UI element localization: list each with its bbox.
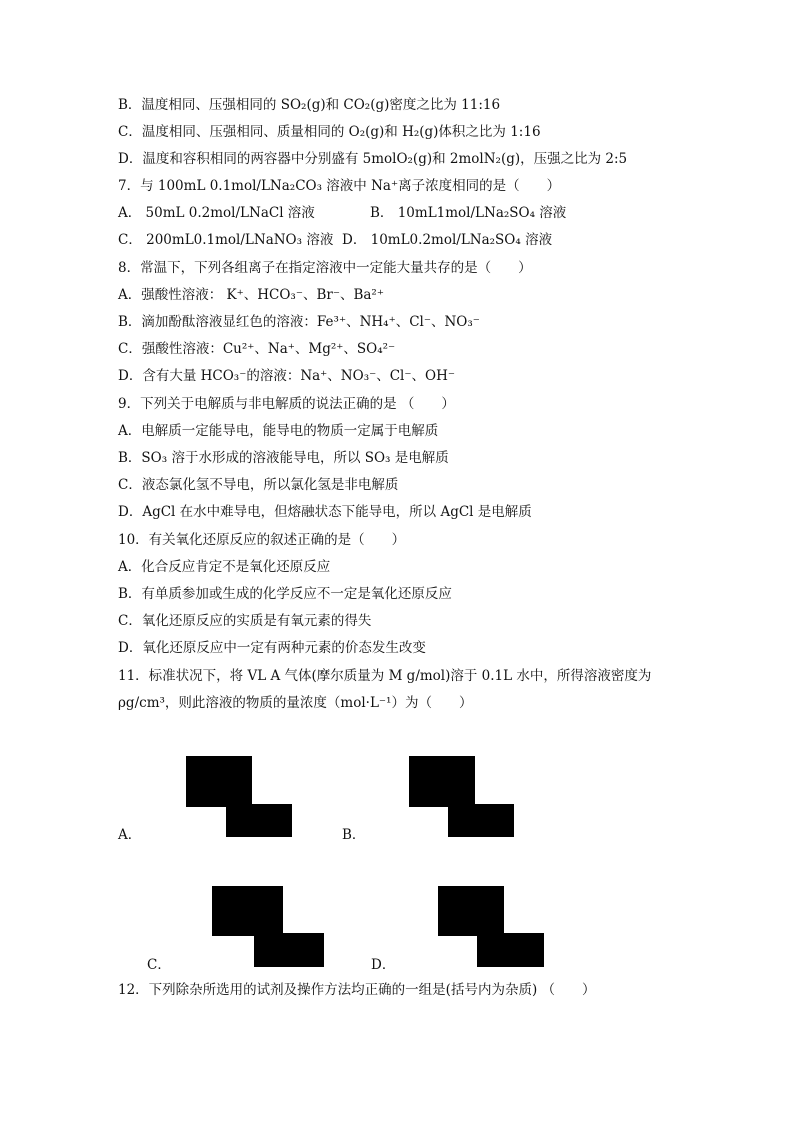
question-8-option-a: A．强酸性溶液： K⁺、HCO₃⁻、Br⁻、Ba²⁺: [118, 287, 384, 303]
question-7-option-b: B． 10mL1mol/LNa₂SO₄ 溶液: [370, 205, 567, 221]
question-6-option-b: B．温度相同、压强相同的 SO₂(g)和 CO₂(g)密度之比为 11:16: [118, 97, 501, 113]
question-10-stem: 10．有关氧化还原反应的叙述正确的是（ ）: [118, 532, 406, 548]
question-7-option-c: C． 200mL0.1mol/LNaNO₃ 溶液: [118, 232, 334, 248]
question-11-option-a-label: A．: [118, 827, 142, 843]
question-6-option-d: D．温度和容积相同的两容器中分别盛有 5molO₂(g)和 2molN₂(g)，压强之比为 2:5: [118, 151, 628, 167]
question-9-option-c: C．液态氯化氢不导电，所以氯化氢是非电解质: [118, 477, 399, 493]
question-7-stem: 7．与 100mL 0.1mol/LNa₂CO₃ 溶液中 Na⁺离子浓度相同的是（ ）: [118, 178, 561, 194]
question-9-option-d: D．AgCl 在水中难导电，但熔融状态下能导电，所以 AgCl 是电解质: [118, 504, 532, 520]
question-11-stem-line-1: 11．标准状况下，将 VL A 气体(摩尔质量为 M g/mol)溶于 0.1L 水中，所得溶液密度为: [118, 668, 652, 684]
question-10-option-b: B．有单质参加或生成的化学反应不一定是氧化还原反应: [118, 586, 452, 602]
question-12-stem: 12．下列除杂所选用的试剂及操作方法均正确的一组是(括号内为杂质) （ ）: [118, 982, 596, 998]
question-11-option-c-label: C．: [147, 957, 171, 973]
question-11-option-b-label: B．: [342, 827, 366, 843]
question-9-stem: 9．下列关于电解质与非电解质的说法正确的是 （ ）: [118, 396, 455, 412]
question-11-option-d-label: D．: [371, 957, 396, 973]
question-7-option-d: D． 10mL0.2mol/LNa₂SO₄ 溶液: [342, 232, 553, 248]
question-8-option-c: C．强酸性溶液：Cu²⁺、Na⁺、Mg²⁺、SO₄²⁻: [118, 341, 396, 357]
question-10-option-a: A．化合反应肯定不是氧化还原反应: [118, 559, 331, 575]
question-8-option-d: D．含有大量 HCO₃⁻的溶液：Na⁺、NO₃⁻、Cl⁻、OH⁻: [118, 368, 455, 384]
question-6-option-c: C．温度相同、压强相同、质量相同的 O₂(g)和 H₂(g)体积之比为 1:16: [118, 124, 541, 140]
question-8-stem: 8．常温下，下列各组离子在指定溶液中一定能大量共存的是（ ）: [118, 260, 532, 276]
question-7-option-a: A． 50mL 0.2mol/LNaCl 溶液: [118, 205, 315, 221]
question-9-option-a: A．电解质一定能导电，能导电的物质一定属于电解质: [118, 423, 439, 439]
question-10-option-c: C．氧化还原反应的实质是有氧元素的得失: [118, 613, 372, 629]
question-11-stem-line-2: ρg/cm³，则此溶液的物质的量浓度（mol·L⁻¹）为（ ）: [118, 695, 473, 711]
question-9-option-b: B．SO₃ 溶于水形成的溶液能导电，所以 SO₃ 是电解质: [118, 450, 449, 466]
question-10-option-d: D．氧化还原反应中一定有两种元素的价态发生改变: [118, 640, 426, 656]
question-8-option-b: B．滴加酚酞溶液显红色的溶液：Fe³⁺、NH₄⁺、Cl⁻、NO₃⁻: [118, 314, 480, 330]
